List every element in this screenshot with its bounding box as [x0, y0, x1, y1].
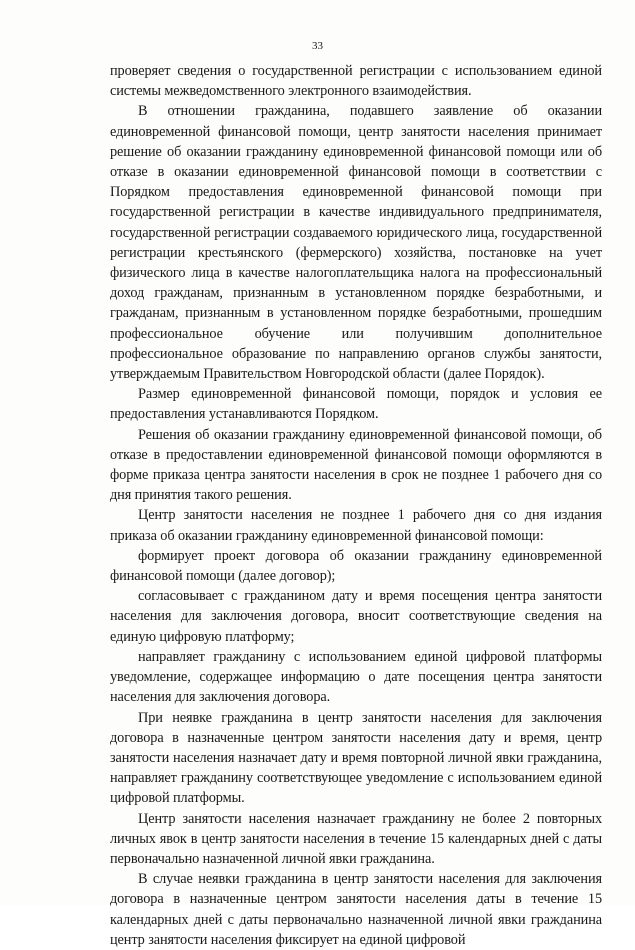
page-number: 33	[312, 40, 323, 52]
paragraph: В случае неявки гражданина в центр занятости населения для заключения договора в назначенные центром занятости населения даты в течение 15 календарных дней с даты первоначально назначенной личной явки гражданина центр занятости населения фиксирует на единой цифровой	[110, 871, 602, 948]
paragraph: согласовывает с гражданином дату и время посещения центра занятости населения для заключения договора, вносит соответствующие сведения на единую цифровую платформу;	[110, 588, 602, 645]
paragraph: направляет гражданину с использованием единой цифровой платформы уведомление, содержащее информацию о дате посещения центра занятости населения для заключения договора.	[110, 648, 602, 706]
paragraph: В отношении гражданина, подавшего заявление об оказании единовременной финансовой помощи, центр занятости населения принимает решение об оказании гражданину единовременной финансовой помощи или об отказе в оказании единовременной финансовой помощи в соответствии с Порядком предоставления единовременной финансовой помощи при государственной регистрации в качестве индивидуального предпринимателя, государственной регистрации создаваемого юридического лица, государственной регистрации крестьянского (фермерского) хозяйства, постановке на учет физического лица в качестве налогоплательщика налога на профессиональный доход гражданам, признанным в установленном порядке безработными, и гражданам, признанным в установленном порядке безработными, прошедшим профессиональное обучение или получившим дополнительное профессиональное образование по направлению органов службы занятости, утверждаемым Правительством Новгородской области (далее Порядок).	[110, 103, 602, 383]
paragraph: Размер единовременной финансовой помощи, порядок и условия ее предоставления устанавливаются Порядком.	[110, 386, 602, 423]
paragraph: Центр занятости населения не позднее 1 рабочего дня со дня издания приказа об оказании гражданину единовременной финансовой помощи:	[110, 507, 602, 544]
paragraph: Решения об оказании гражданину единовременной финансовой помощи, об отказе в предоставлении единовременной финансовой помощи оформляются в форме приказа центра занятости населения в срок не позднее 1 рабочего дня со дня принятия такого решения.	[110, 426, 602, 504]
paragraph: Центр занятости населения назначает гражданину не более 2 повторных личных явок в центр занятости населения в течение 15 календарных дней с даты первоначально назначенной личной явки гражданина.	[110, 810, 602, 867]
body-text	[110, 61, 602, 950]
paragraph: проверяет сведения о государственной регистрации с использованием единой системы межведомственного электронного взаимодействия.	[110, 63, 602, 100]
paragraph: При неявке гражданина в центр занятости населения для заключения договора в назначенные центром занятости населения дату и время, центр занятости населения назначает дату и время повторной личной явки гражданина, направляет гражданину соответствующее уведомление с использованием единой цифровой платформы.	[110, 709, 602, 807]
paragraph: формирует проект договора об оказании гражданину единовременной финансовой помощи (далее договор);	[110, 547, 602, 585]
